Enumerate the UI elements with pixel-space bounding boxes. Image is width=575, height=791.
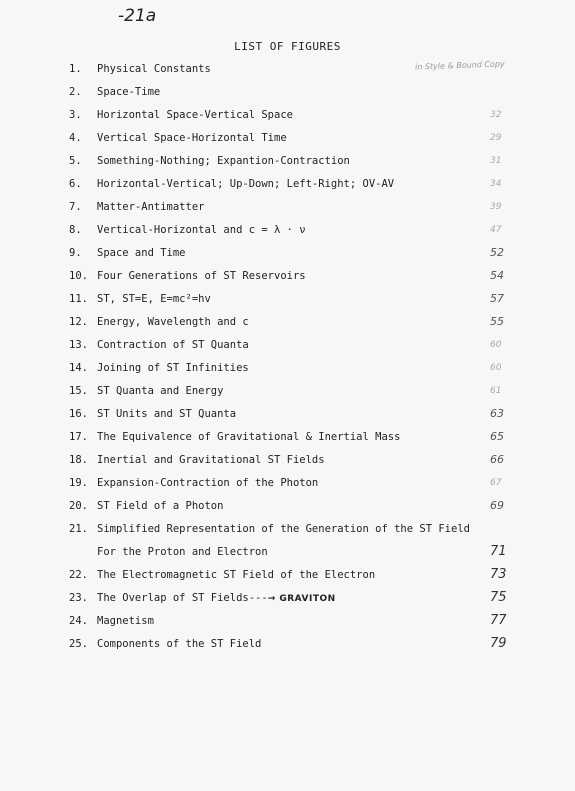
figure-title	[97, 589, 336, 608]
figure-title: Four Generations of ST Reservoirs	[97, 270, 306, 282]
figure-title: Expansion-Contraction of the Photon	[97, 477, 319, 489]
figure-number: 14.	[69, 362, 88, 374]
list-item	[0, 635, 575, 653]
list-item	[0, 267, 575, 285]
list-item	[0, 382, 575, 400]
figure-title: Contraction of ST Quanta	[97, 339, 249, 351]
page-title: LIST OF FIGURES	[234, 40, 341, 53]
figure-title: Horizontal Space-Vertical Space	[97, 109, 293, 121]
list-item	[0, 451, 575, 469]
list-item	[0, 221, 575, 239]
figure-number: 21.	[69, 523, 88, 535]
list-item	[0, 566, 575, 584]
figure-title: Vertical-Horizontal and c = λ · ν	[97, 224, 306, 236]
figure-number: 9.	[69, 247, 82, 259]
figure-page: 79	[490, 636, 507, 651]
figure-number: 11.	[69, 293, 88, 305]
figure-page: 52	[490, 246, 504, 259]
figure-number: 17.	[69, 431, 88, 443]
figure-number: 10.	[69, 270, 88, 282]
figure-number: 2.	[69, 86, 82, 98]
figure-page: 63	[490, 407, 504, 420]
figure-page: 65	[490, 430, 504, 443]
figure-title: Inertial and Gravitational ST Fields	[97, 454, 325, 466]
list-item	[0, 359, 575, 377]
figure-page: 77	[490, 613, 507, 628]
figure-title: For the Proton and Electron	[97, 546, 268, 558]
list-item	[0, 129, 575, 147]
list-item	[0, 589, 575, 607]
figure-page: 67	[490, 478, 502, 488]
list-item	[0, 405, 575, 423]
figure-number: 3.	[69, 109, 82, 121]
figure-number: 25.	[69, 638, 88, 650]
list-item	[0, 290, 575, 308]
list-item	[0, 313, 575, 331]
list-item	[0, 474, 575, 492]
figure-title: Matter-Antimatter	[97, 201, 205, 213]
figure-title: Simplified Representation of the Generation of the ST Field	[97, 523, 470, 535]
figure-title: Space-Time	[97, 86, 161, 98]
handwritten-page-number: -21a	[118, 6, 157, 26]
figure-number: 8.	[69, 224, 82, 236]
figure-page: 69	[490, 499, 504, 512]
figure-title: Magnetism	[97, 615, 154, 627]
figure-page: 75	[490, 590, 507, 605]
handwritten-graviton-note: → GRAVITON	[267, 594, 336, 604]
figure-number: 1.	[69, 63, 82, 75]
list-item	[0, 543, 575, 561]
list-item	[0, 60, 575, 78]
figure-number: 24.	[69, 615, 88, 627]
figure-number: 7.	[69, 201, 82, 213]
list-item	[0, 612, 575, 630]
handwritten-annotation: in Style & Bound Copy	[414, 59, 505, 72]
figure-page: 34	[490, 179, 502, 189]
figure-number: 19.	[69, 477, 88, 489]
figure-page: 61	[490, 386, 502, 396]
figure-number: 13.	[69, 339, 88, 351]
figure-title: Joining of ST Infinities	[97, 362, 249, 374]
figure-number: 4.	[69, 132, 82, 144]
list-item	[0, 152, 575, 170]
figure-title: Horizontal-Vertical; Up-Down; Left-Right; OV-AV	[97, 178, 395, 190]
figure-title: Something-Nothing; Expantion-Contraction	[97, 155, 350, 167]
list-item	[0, 198, 575, 216]
list-item	[0, 497, 575, 515]
figure-page: 71	[490, 544, 507, 559]
list-item	[0, 83, 575, 101]
figure-number: 18.	[69, 454, 88, 466]
list-item	[0, 428, 575, 446]
figure-title: ST Field of a Photon	[97, 500, 224, 512]
figure-title: ST Units and ST Quanta	[97, 408, 237, 420]
figure-page: 55	[490, 315, 504, 328]
figure-number: 22.	[69, 569, 88, 581]
list-item	[0, 336, 575, 354]
figure-title: Vertical Space-Horizontal Time	[97, 132, 287, 144]
figure-number: 16.	[69, 408, 88, 420]
figure-page: 32	[490, 110, 502, 120]
figure-page: 39	[490, 202, 502, 212]
list-item	[0, 520, 575, 538]
list-item	[0, 106, 575, 124]
figure-page: 60	[490, 340, 502, 350]
figure-title: Energy, Wavelength and c	[97, 316, 249, 328]
figure-title: The Electromagnetic ST Field of the Electron	[97, 569, 376, 581]
list-item	[0, 244, 575, 262]
figure-number: 20.	[69, 500, 88, 512]
figure-title: ST, ST=E, E=mc²=hv	[97, 293, 211, 305]
figure-page: 73	[490, 567, 507, 582]
figure-page: 54	[490, 269, 504, 282]
figure-page: 57	[490, 292, 504, 305]
figure-number: 5.	[69, 155, 82, 167]
figure-page: 60	[490, 363, 502, 373]
figure-title: Components of the ST Field	[97, 638, 262, 650]
figure-number: 6.	[69, 178, 82, 190]
figure-title-text: The Overlap of ST Fields---	[97, 592, 268, 604]
figure-number: 12.	[69, 316, 88, 328]
figure-title: The Equivalence of Gravitational & Inertial Mass	[97, 431, 401, 443]
list-item	[0, 175, 575, 193]
figure-page: 47	[490, 225, 502, 235]
figure-title: Physical Constants	[97, 63, 211, 75]
figure-title: Space and Time	[97, 247, 186, 259]
figure-page: 66	[490, 453, 504, 466]
figure-title: ST Quanta and Energy	[97, 385, 224, 397]
figure-page: 29	[490, 133, 502, 143]
figure-number: 15.	[69, 385, 88, 397]
figure-page: 31	[490, 156, 502, 166]
figure-number: 23.	[69, 592, 88, 604]
